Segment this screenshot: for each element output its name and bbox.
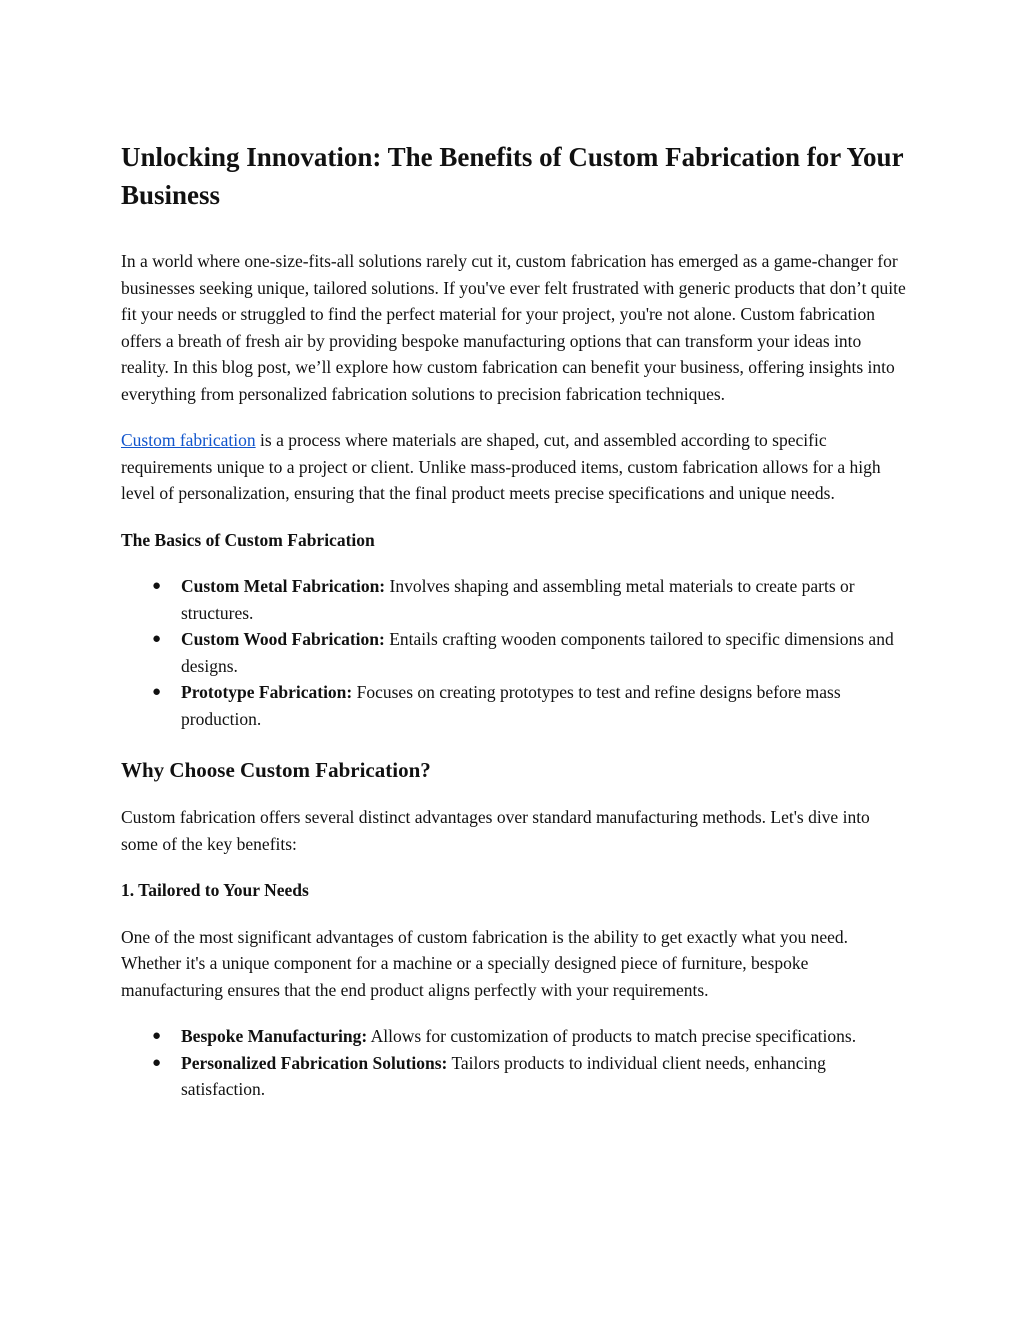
intro-paragraph: In a world where one-size-fits-all solutions rarely cut it, custom fabrication has emerged as a game-changer for businesses seeking unique, tailored solutions. If you've ever felt frustrated with generic products that don’t quite fit your needs or struggled to find the perfect material for your project, you're not alone. Custom fabrication offers a breath of fresh air by providing bespoke manufacturing options that can transform your ideas into reality. In this blog post, we’ll explore how custom fabrication can benefit your business, offering insights into everything from personalized fabrication solutions to precision fabrication techniques. — [121, 251, 906, 404]
custom-fabrication-link[interactable]: Custom fabrication — [121, 430, 256, 450]
list-item — [121, 573, 907, 626]
list-item-term: Custom Wood Fabrication: — [181, 629, 385, 649]
list-item-term: Bespoke Manufacturing: — [181, 1026, 368, 1046]
tailored-list — [121, 1023, 907, 1103]
list-item-desc: Involves shaping and assembling metal materials to create parts or structures. — [181, 576, 855, 623]
why-paragraph: Custom fabrication offers several distinct advantages over standard manufacturing methods. Let's dive into some of the key benefits: — [121, 807, 870, 854]
definition-text: is a process where materials are shaped, cut, and assembled according to specific requirements unique to a project or client. Unlike mass-produced items, custom fabrication allows for a high level of personalization, ensuring that the final product meets precise specifications and unique needs. — [121, 430, 881, 503]
bullet-icon: ● — [152, 578, 162, 594]
list-item-desc: Tailors products to individual client needs, enhancing satisfaction. — [181, 1052, 826, 1099]
why-heading: Why Choose Custom Fabrication? — [121, 758, 431, 782]
basics-heading: The Basics of Custom Fabrication — [121, 529, 375, 550]
bullet-icon: ● — [152, 684, 162, 700]
list-item — [121, 679, 907, 732]
list-item-term: Personalized Fabrication Solutions: — [181, 1052, 448, 1073]
list-item-desc: Focuses on creating prototypes to test and refine designs before mass production. — [181, 682, 841, 729]
basics-list — [121, 573, 907, 732]
bullet-icon: ● — [152, 1054, 162, 1071]
definition-paragraph — [121, 427, 907, 507]
list-item — [121, 626, 907, 679]
bullet-icon: ● — [152, 1028, 162, 1044]
document-page — [121, 138, 907, 1127]
list-item-term: Prototype Fabrication: — [181, 682, 353, 702]
tailored-heading: 1. Tailored to Your Needs — [121, 880, 309, 900]
page-title: Unlocking Innovation: The Benefits of Custom Fabrication for Your Business — [121, 142, 904, 210]
tailored-paragraph: One of the most significant advantages of custom fabrication is the ability to get exactly what you need. Whether it's a unique component for a machine or a specially designed piece of furniture, bespoke manufacturing ensures that the end product aligns perfectly with your requirements. — [121, 926, 849, 1000]
list-item-term: Custom Metal Fabrication: — [181, 576, 386, 596]
list-item-desc: Entails crafting wooden components tailored to specific dimensions and designs. — [181, 629, 894, 676]
list-item-desc: Allows for customization of products to match precise specifications. — [367, 1026, 857, 1046]
list-item — [121, 1050, 907, 1103]
bullet-icon: ● — [152, 631, 162, 647]
list-item — [121, 1023, 907, 1050]
